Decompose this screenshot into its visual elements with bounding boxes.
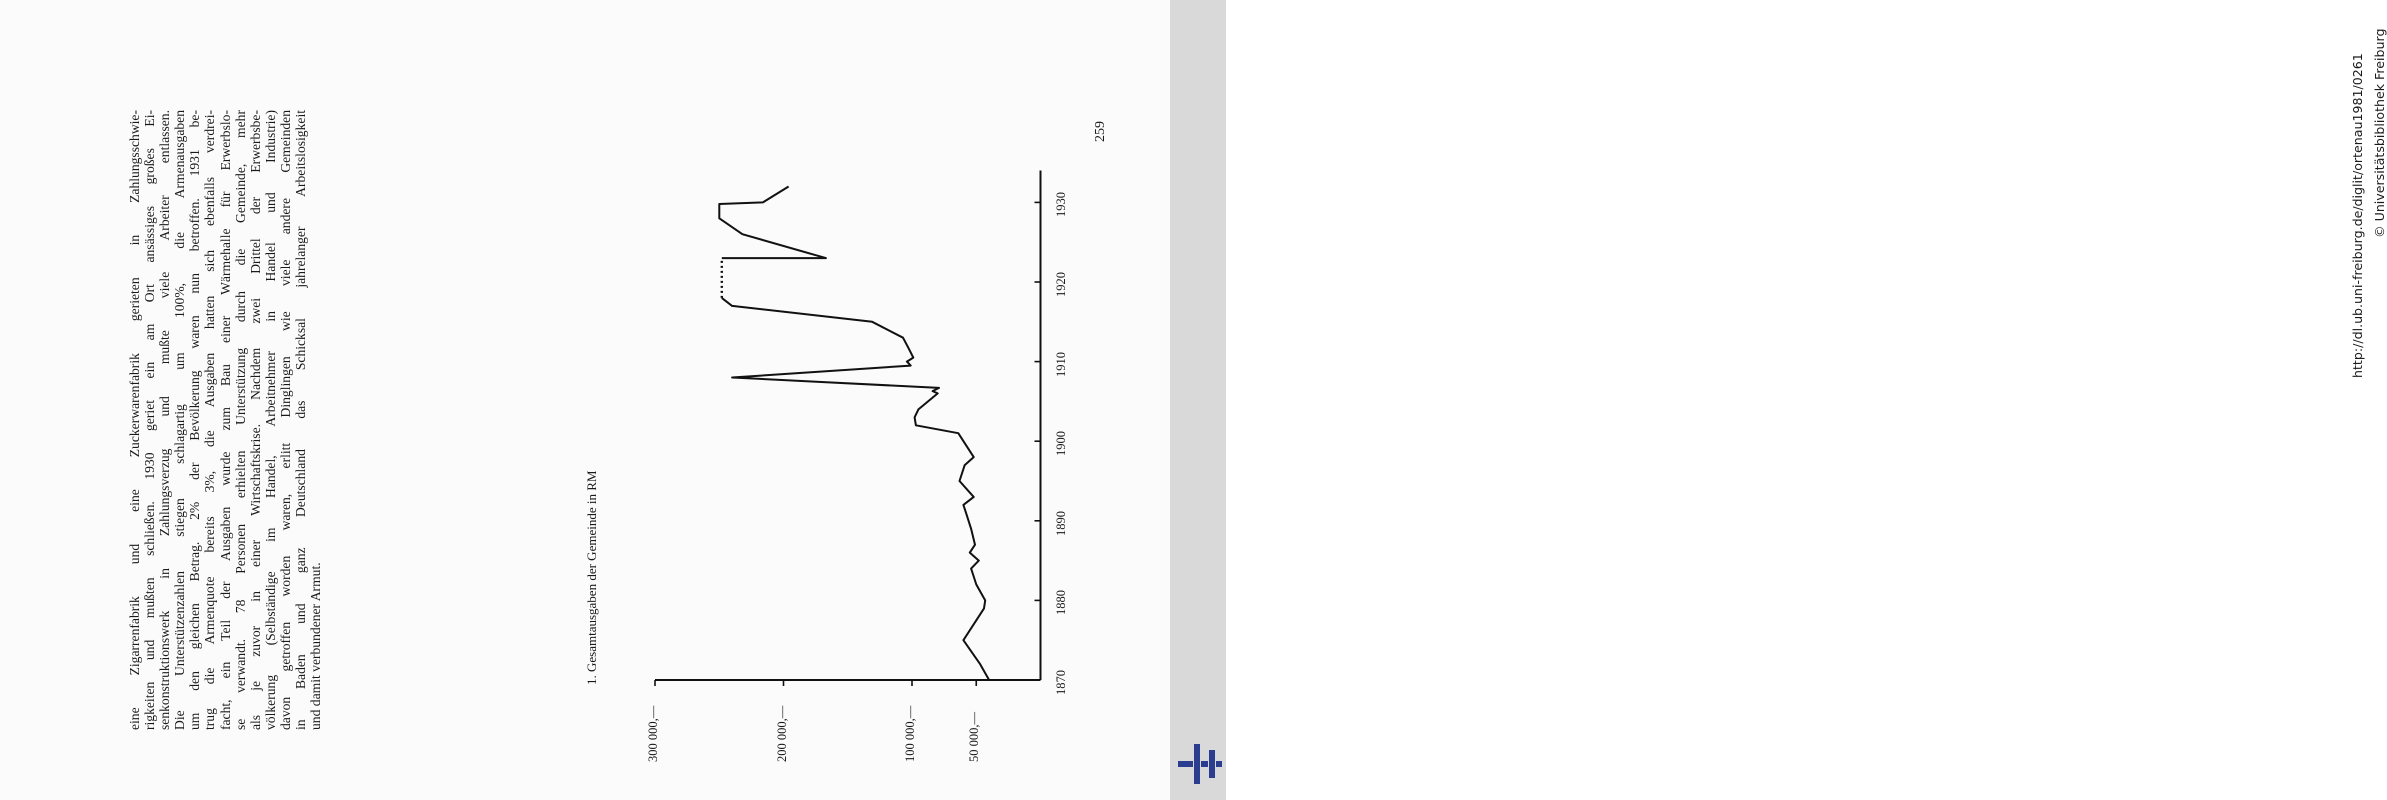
body-text-line: facht, ein Teil der Ausgaben wurde zum Bau einer Wärmehalle für Erwerbslo- [217,110,233,730]
source-url[interactable]: http://dl.ub.uni-freiburg.de/diglit/ortenau1981/0261 [2350,53,2365,378]
year-tick-label: 1870 [1053,670,1068,695]
line-chart [0,0,1170,800]
sidebar [1170,0,2387,800]
page-number: 259 [1093,121,1108,142]
year-tick-label: 1880 [1053,590,1068,616]
value-tick-label: 50 000,— [967,712,982,762]
year-tick-label: 1900 [1053,431,1068,457]
value-tick-label: 300 000,— [646,705,660,762]
body-text-line: völkerung (Selbständige im Handel, Arbeitnehmer in Handel und Industrie) [262,110,278,730]
year-tick-label: 1930 [1053,192,1068,218]
year-tick-label: 1920 [1053,272,1068,297]
body-text-line: und damit verbundener Armut. [308,562,324,730]
body-text-line: trug die Armenquote bereits 3%, die Ausgaben hatten sich ebenfalls verdrei- [202,110,218,730]
body-text-line: rigkeiten und mußten schließen. 1930 geriet ein am Ort ansässiges großes Ei- [142,110,158,730]
series-line [719,187,826,259]
series-line [722,298,989,680]
library-logo-icon [1178,744,1222,784]
body-text-line: senkonstruktionswerk in Zahlungsverzug und mußte viele Arbeiter entlassen. [157,110,173,730]
copyright-notice: © Universitätsbibliothek Freiburg [2372,28,2387,238]
body-text-line: in Baden und ganz Deutschland das Schicksal jahrelanger Arbeitslosigkeit [293,110,309,730]
body-text-line: se verwandt. 78 Personen erhielten Unterstützung durch die Gemeinde, mehr [232,110,248,730]
value-tick-label: 100 000,— [903,705,917,762]
year-tick-label: 1910 [1053,351,1068,377]
scanned-page [0,0,1170,800]
body-text-line: eine Zigarrenfabrik und eine Zuckerwarenfabrik gerieten in Zahlungsschwie- [127,110,142,730]
body-text-line: als je zuvor in einer Wirtschaftskrise. Nachdem zwei Drittel der Erwerbsbe- [247,110,263,730]
body-text-line: um den gleichen Betrag. 2% der Bevölkerung waren nun betroffen. 1931 be- [187,110,203,730]
body-text-line: Die Unterstützenzahlen stiegen schlagartig um 100%, die Armenausgaben [172,110,188,730]
year-tick-label: 1890 [1053,510,1068,536]
chart-title: 1. Gesamtausgaben der Gemeinde in RM [584,470,599,685]
value-tick-label: 200 000,— [774,705,789,762]
body-text-line: davon getroffen worden waren, erlitt Dinglingen wie viele andere Gemeinden [277,110,293,730]
